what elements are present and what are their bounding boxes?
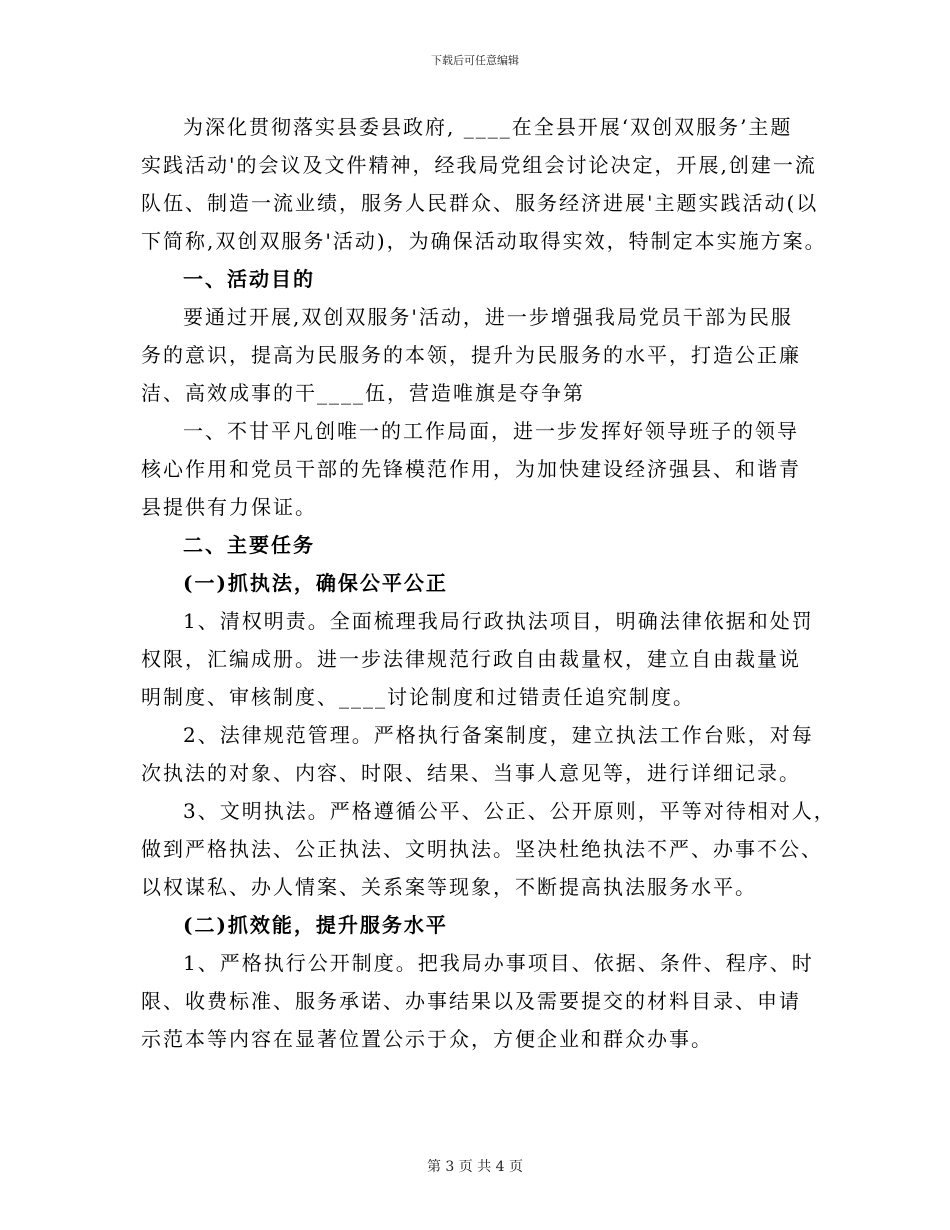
page-header: 下载后可任意编辑 [431, 54, 519, 67]
paragraph-law-3 [141, 792, 836, 906]
text-line: 实践活动'的会议及文件精神，经我局党组会讨论决定，开展,创建一流 [141, 153, 817, 177]
page-footer: 第 3 页 共 4 页 [426, 1159, 524, 1175]
text-line: 洁、高效成事的干____伍，营造唯旗是夺争第 [141, 381, 585, 405]
paragraph-law-1 [141, 602, 817, 716]
subsection-heading-efficiency [141, 906, 817, 944]
text-line: (一)抓执法，确保公平公正 [183, 571, 448, 595]
text-line: 次执法的对象、内容、时限、结果、当事人意见等，进行详细记录。 [141, 761, 801, 785]
text-line: 以权谋私、办人情案、关系案等现象，不断提高执法服务水平。 [141, 875, 757, 899]
text-line: 限、收费标准、服务承诺、办事结果以及需要提交的材料目录、申请 [141, 989, 801, 1013]
text-line: 1、严格执行公开制度。把我局办事项目、依据、条件、程序、时 [183, 951, 814, 975]
text-line: 县提供有力保证。 [141, 495, 317, 519]
text-line: 要通过开展,双创双服务'活动，进一步增强我局党员干部为民服 [183, 305, 793, 329]
text-line: 二、主要任务 [183, 533, 315, 557]
subsection-heading-law [141, 564, 817, 602]
document-body [141, 108, 836, 1058]
text-line: 明制度、审核制度、____讨论制度和过错责任追究制度。 [141, 685, 695, 709]
text-line: 权限，汇编成册。进一步法律规范行政自由裁量权，建立自由裁量说 [141, 647, 801, 671]
section-heading-goal [141, 260, 817, 298]
paragraph-efficiency-1 [141, 944, 817, 1058]
text-line: 一、不甘平凡创唯一的工作局面，进一步发挥好领导班子的领导 [183, 419, 799, 443]
paragraph-law-2 [141, 716, 817, 792]
text-line: 为深化贯彻落实县委县政府, ____在全县开展‘双创双服务’主题 [183, 115, 793, 139]
text-line: 1、清权明责。全面梳理我局行政执法项目，明确法律依据和处罚 [183, 609, 814, 633]
text-line: 2、法律规范管理。严格执行备案制度，建立执法工作台账，对每 [183, 723, 814, 747]
text-line: 核心作用和党员干部的先锋模范作用，为加快建设经济强县、和谐青 [141, 457, 801, 481]
paragraph-goal [141, 298, 817, 412]
text-line: 做到严格执法、公正执法、文明执法。坚决杜绝执法不严、办事不公、 [141, 837, 823, 861]
text-line: 务的意识，提高为民服务的本领，提升为民服务的水平，打造公正廉 [141, 343, 801, 367]
text-line: (二)抓效能，提升服务水平 [183, 913, 448, 937]
paragraph-goal-continued [141, 412, 817, 526]
text-line: 下简称,双创双服务'活动)，为确保活动取得实效，特制定本实施方案。 [141, 229, 827, 253]
text-line: 队伍、制造一流业绩，服务人民群众、服务经济进展'主题实践活动(以 [141, 191, 819, 215]
text-line: 3、文明执法。严格遵循公平、公正、公开原则，平等对待相对人， [183, 799, 836, 823]
section-heading-tasks [141, 526, 817, 564]
paragraph-intro [141, 108, 827, 260]
text-line: 一、活动目的 [183, 267, 315, 291]
text-line: 示范本等内容在显著位置公示于众，方便企业和群众办事。 [141, 1027, 713, 1051]
